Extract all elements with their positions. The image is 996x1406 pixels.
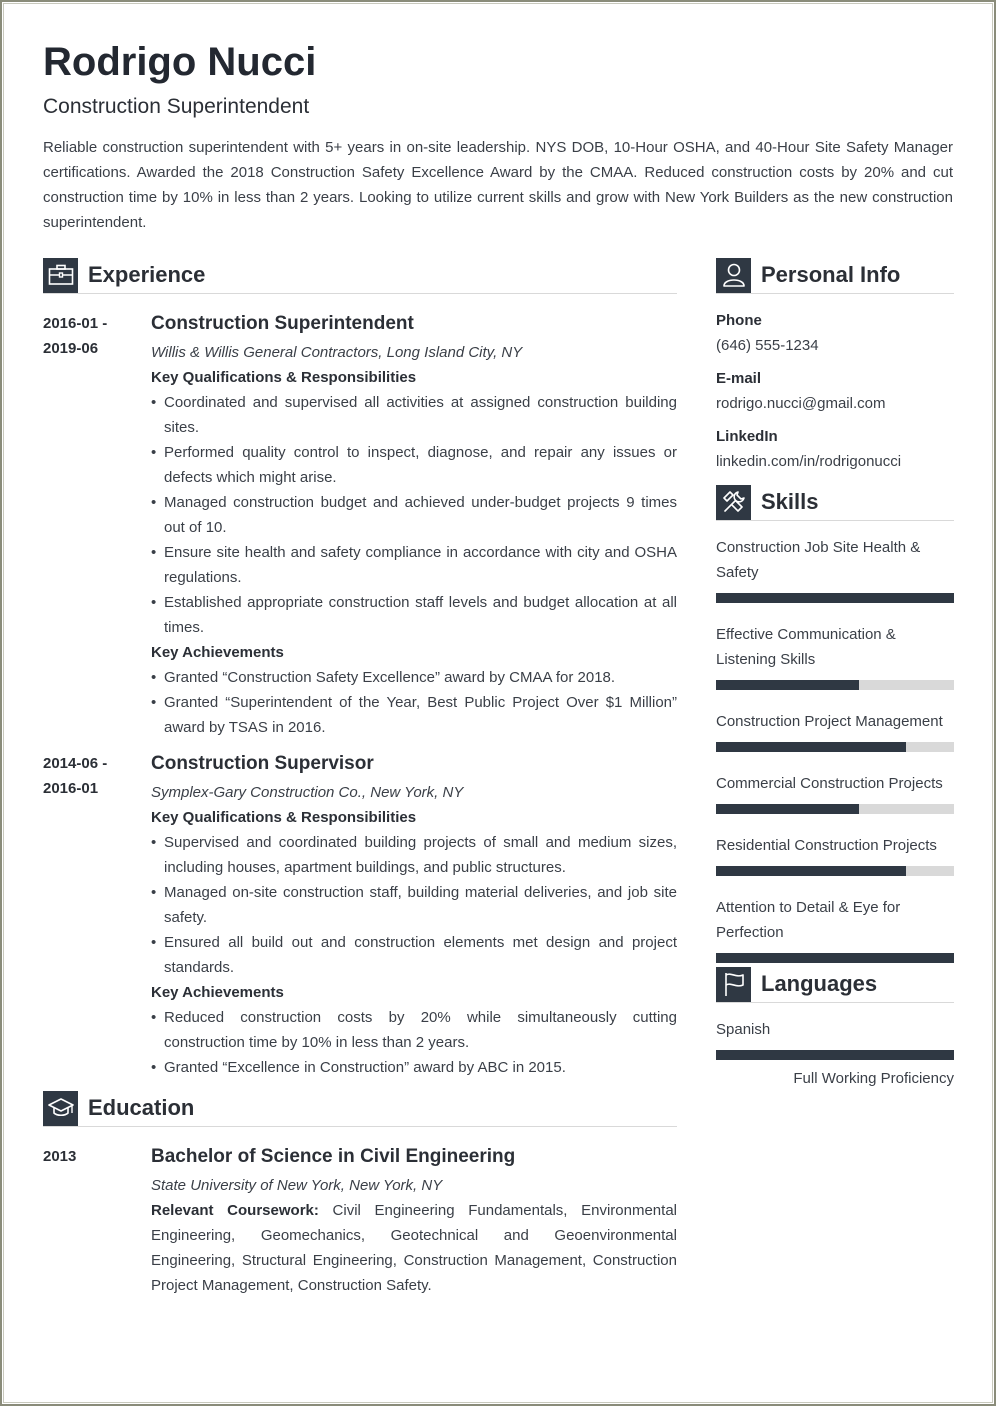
skills-section-header (716, 484, 954, 521)
degree-title: Bachelor of Science in Civil Engineering (151, 1146, 516, 1167)
briefcase-icon (43, 258, 78, 293)
language-name: Spanish (716, 1021, 771, 1038)
coursework-text: Civil Engineering Fundamentals, Environmental Engineering, Geomechanics, Geotechnical and Geoenvironmental Engineering, Structural Engineering, Construction Management, Construction Project Management, Construction Safety. (151, 1202, 677, 1294)
experience-heading: Experience (88, 262, 206, 287)
skill-name: Construction Project Management (716, 713, 943, 730)
list-item: • Granted “Excellence in Construction” award by ABC in 2015. (151, 1055, 677, 1080)
phone-label: Phone (716, 312, 762, 329)
achievements-heading: Key Achievements (151, 644, 284, 661)
coursework-label: Relevant Coursework: (151, 1202, 319, 1219)
skill-item (716, 833, 954, 876)
list-item: • Reduced construction costs by 20% while simultaneously cutting construction time by 10% in less than 2 years. (151, 1005, 677, 1055)
skill-name: Effective Communication & Listening Skills (716, 626, 896, 668)
job-date-end: 2019-06 (43, 340, 99, 357)
linkedin-label: LinkedIn (716, 428, 778, 445)
skill-level-bar (716, 593, 954, 603)
skill-item (716, 895, 954, 963)
tools-icon (716, 485, 751, 520)
list-item: • Ensure site health and safety compliance in accordance with city and OSHA regulations. (151, 540, 677, 590)
linkedin-value: linkedin.com/in/rodrigonucci (716, 453, 902, 470)
skill-level-fill (716, 680, 859, 690)
skills-heading: Skills (761, 489, 819, 514)
job-date-start: 2014-06 - (43, 755, 108, 772)
list-item: • Managed construction budget and achieved under-budget projects 9 times out of 10. (151, 490, 677, 540)
skill-level-bar (716, 680, 954, 690)
skill-name: Attention to Detail & Eye for Perfection (716, 899, 901, 941)
list-item: • Supervised and coordinated building projects of small and medium sizes, including houses, apartment buildings, and public structures. (151, 830, 677, 880)
candidate-name: Rodrigo Nucci (43, 40, 317, 84)
skill-level-bar (716, 804, 954, 814)
skills-list (716, 535, 954, 982)
list-item: • Established appropriate construction staff levels and budget allocation at all times. (151, 590, 677, 640)
responsibilities-heading: Key Qualifications & Responsibilities (151, 809, 417, 826)
responsibilities-list (151, 830, 677, 980)
list-item: • Managed on-site construction staff, building material deliveries, and job site safety. (151, 880, 677, 930)
achievements-list (151, 665, 677, 740)
skill-level-fill (716, 593, 954, 603)
education-section-header (43, 1090, 677, 1127)
summary-paragraph: Reliable construction superintendent with 5+ years in on-site leadership. NYS DOB, 10-Hour OSHA, and 40-Hour Site Safety Manager certifications. Awarded the 2018 Construction Safety Excellence Award by the CMAA. Reduced construction costs by 20% and cut construction time by 10% in less than 2 years. Looking to utilize current skills and grow with New York Builders as the new construction superintendent. (43, 139, 953, 231)
flag-icon (716, 967, 751, 1002)
email-label: E-mail (716, 370, 762, 387)
personal-info-section-header (716, 257, 954, 294)
coursework (151, 1198, 677, 1298)
responsibilities-heading: Key Qualifications & Responsibilities (151, 369, 417, 386)
language-level-label: Full Working Proficiency (793, 1070, 954, 1087)
job-dates (43, 311, 143, 361)
education-body (151, 1144, 677, 1298)
skill-level-fill (716, 953, 954, 963)
language-item (716, 1017, 954, 1091)
job-date-end: 2016-01 (43, 780, 99, 797)
list-item: • Performed quality control to inspect, diagnose, and repair any issues or defects which might arise. (151, 440, 677, 490)
skill-name: Construction Job Site Health & Safety (716, 539, 921, 581)
job-date-start: 2016-01 - (43, 315, 108, 332)
skill-name: Commercial Construction Projects (716, 775, 943, 792)
graduation-cap-icon (43, 1091, 78, 1126)
personal-info-list (716, 308, 954, 482)
languages-section-header (716, 966, 954, 1003)
skill-level-bar (716, 866, 954, 876)
candidate-title: Construction Superintendent (43, 95, 310, 118)
language-level-fill (716, 1050, 954, 1060)
achievements-heading: Key Achievements (151, 984, 284, 1001)
skill-item (716, 771, 954, 814)
skill-level-fill (716, 866, 906, 876)
skill-level-fill (716, 804, 859, 814)
job-body (151, 751, 677, 1080)
job-dates (43, 751, 143, 801)
skill-level-fill (716, 742, 906, 752)
job-title: Construction Superintendent (151, 313, 414, 334)
skill-level-bar (716, 953, 954, 963)
experience-section-header (43, 257, 677, 294)
school-name: State University of New York, New York, NY (151, 1177, 443, 1194)
skill-name: Residential Construction Projects (716, 837, 937, 854)
job-company: Symplex-Gary Construction Co., New York, NY (151, 784, 464, 801)
list-item: • Granted “Construction Safety Excellence” award by CMAA for 2018. (151, 665, 677, 690)
languages-list (716, 1017, 954, 1091)
personal-info-heading: Personal Info (761, 262, 901, 287)
job-title: Construction Supervisor (151, 753, 374, 774)
achievements-list (151, 1005, 677, 1080)
phone-value: (646) 555-1234 (716, 337, 819, 354)
language-level-bar (716, 1050, 954, 1060)
languages-heading: Languages (761, 971, 878, 996)
job-body (151, 311, 677, 740)
skill-level-bar (716, 742, 954, 752)
list-item: • Ensured all build out and construction elements met design and project standards. (151, 930, 677, 980)
responsibilities-list (151, 390, 677, 640)
job-company: Willis & Willis General Contractors, Long Island City, NY (151, 344, 523, 361)
user-icon (716, 258, 751, 293)
skill-item (716, 535, 954, 603)
skill-item (716, 622, 954, 690)
education-year: 2013 (43, 1148, 77, 1165)
skill-item (716, 709, 954, 752)
education-heading: Education (88, 1095, 195, 1120)
list-item: • Coordinated and supervised all activities at assigned construction building sites. (151, 390, 677, 440)
email-value: rodrigo.nucci@gmail.com (716, 395, 886, 412)
list-item: • Granted “Superintendent of the Year, Best Public Project Over $1 Million” award by TSAS in 2016. (151, 690, 677, 740)
